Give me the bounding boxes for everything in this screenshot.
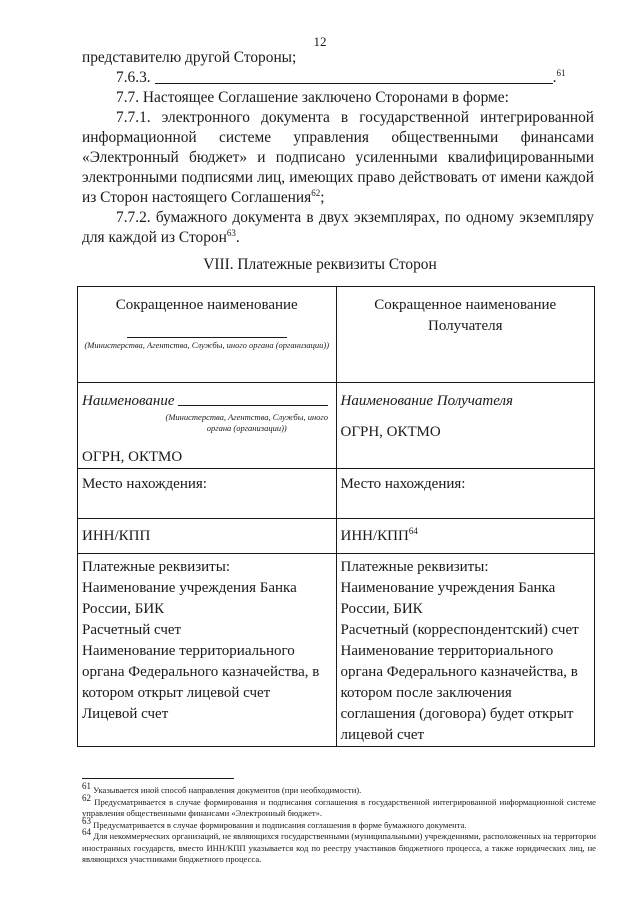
item-7-7-2: 7.7.2. бумажного документа в двух экземплярах, по одному экземпляру для каждой из Сторон$^{63}$.	[82, 209, 594, 246]
left-personal-account: Лицевой счет	[82, 706, 169, 722]
right-treasury: Наименование территориального органа Федерального казначейства, в котором после заключения соглашения (договора) будет открыт лицевой счет	[340, 643, 578, 743]
footnote-separator	[82, 778, 234, 779]
paragraph-continuation: представителю другой Стороны;	[82, 49, 297, 66]
table-row-name	[78, 383, 595, 469]
right-name-cell	[336, 383, 595, 469]
left-ogrn: ОГРН, ОКТМО	[82, 449, 183, 465]
left-inn: ИНН/КПП	[78, 519, 337, 554]
right-payment-cell	[336, 554, 595, 747]
blank-fill-line	[155, 69, 553, 84]
left-name-label: Наименование	[82, 393, 175, 409]
right-name-label: Наименование Получателя	[340, 393, 514, 409]
left-payment-cell	[78, 554, 337, 747]
right-location: Место нахождения:	[336, 469, 595, 519]
page-number: 12	[313, 34, 327, 49]
item-7-6-3: 7.6.3. .$^{61}$	[116, 67, 566, 86]
left-name-cell	[78, 383, 337, 469]
left-short-name-note: (Министерства, Агентства, Службы, иного органа (организации))	[84, 340, 330, 350]
left-payment-title: Платежные реквизиты:	[82, 559, 230, 575]
footnote-64: $^{64}$ Для некоммерческих организаций, не являющихся государственными (муниципальными) учреждениями, расположенных на территории иностранных государств, вместо ИНН/КПП указывается код по реестру участников бюджетного процесса, а также юридических лиц, не являющихся участниками бюджетного процесса.	[82, 827, 596, 864]
item-7-7-1: 7.7.1. электронного документа в государственной интегрированной информационной системе управления общественными финансами «Электронный бюджет» и подписано усиленными квалифицированными электронными подписями лиц, имеющих право действовать от имени каждой из Сторон настоящего Соглашения$^{62}$;	[82, 109, 594, 206]
left-short-name-cell: Сокращенное наименование (Министерства, Агентства, Службы, иного органа (организации))	[78, 287, 337, 383]
table-row-short-name	[78, 287, 595, 383]
item-7-7: 7.7. Настоящее Соглашение заключено Сторонами в форме:	[116, 89, 509, 106]
right-payment-title: Платежные реквизиты:	[340, 559, 489, 575]
section-title: VIII. Платежные реквизиты Сторон	[203, 256, 437, 273]
footnote-63: $^{63}$ Предусматривается в случае формирования и подписания соглашения в форме бумажного документа.	[82, 815, 467, 830]
footnote-62: $^{62}$ Предусматривается в случае формирования и подписания соглашения в государственной интегрированной информационной системе управления общественными финансами «Электронный бюджет».	[82, 792, 596, 818]
table-row-payment	[78, 554, 595, 747]
footnote-ref-61: 61	[556, 67, 566, 78]
footnote-ref-63: 63	[226, 227, 236, 238]
right-bank-name: Наименование учреждения Банка России, БИК	[340, 580, 556, 617]
footnotes	[82, 778, 596, 866]
payment-details-table	[77, 286, 595, 747]
table-row-inn	[78, 519, 595, 554]
footnote-ref-62: 62	[311, 187, 321, 198]
agreement-body	[82, 48, 594, 248]
left-name-note: (Министерства, Агентства, Службы, иного органа (организации))	[165, 412, 328, 433]
right-ogrn: ОГРН, ОКТМО	[340, 424, 441, 440]
right-inn: ИНН/КПП$^{64}$	[336, 519, 595, 554]
table-row-location	[78, 469, 595, 519]
right-short-name-cell: Сокращенное наименование Получателя	[336, 287, 595, 383]
left-treasury: Наименование территориального органа Федерального казначейства, в котором открыт лицевой счет	[82, 643, 320, 701]
footnote-ref-64: 64	[408, 526, 418, 536]
short-name-fill-line	[127, 336, 287, 338]
name-fill-line	[178, 393, 328, 406]
left-bank-name: Наименование учреждения Банка России, БИК	[82, 580, 297, 617]
left-account: Расчетный счет	[82, 622, 182, 638]
right-account: Расчетный (корреспондентский) счет	[340, 622, 579, 638]
left-location: Место нахождения:	[78, 469, 337, 519]
footnote-61: $^{61}$ Указывается иной способ направления документов (при необходимости).	[82, 781, 362, 795]
